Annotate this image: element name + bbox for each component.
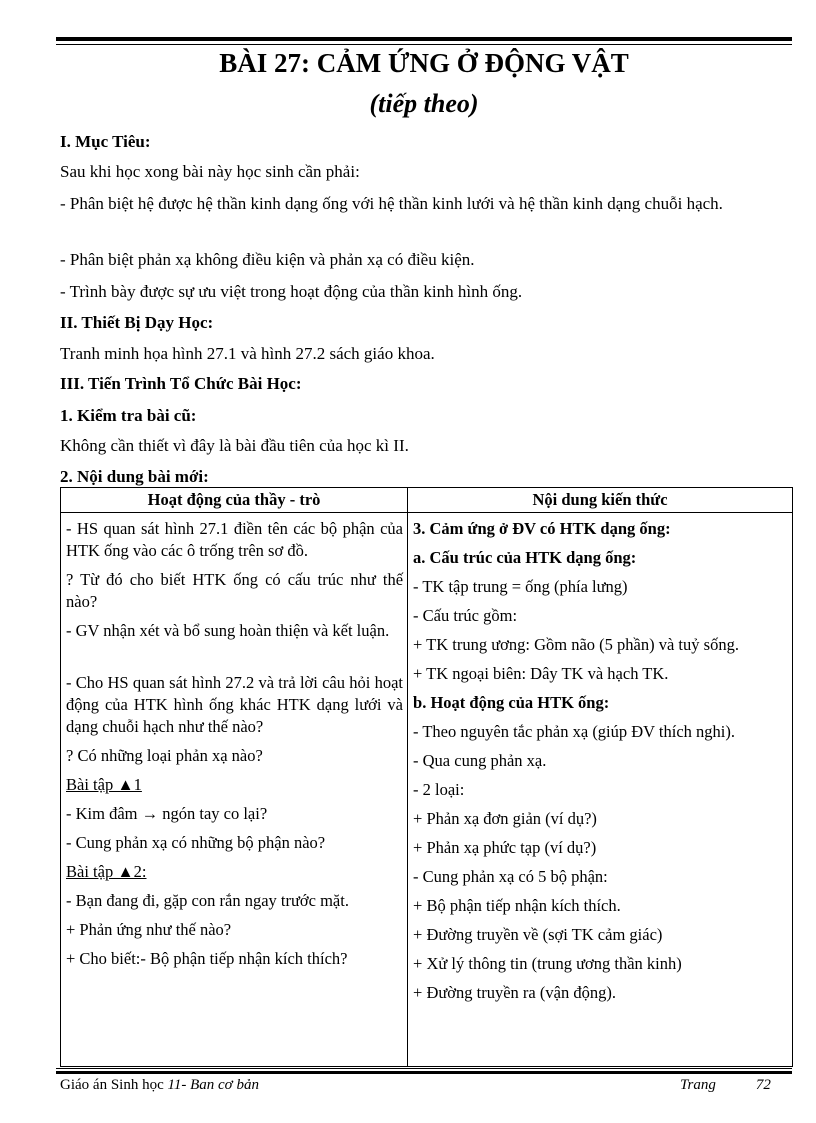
section-2-heading: II. Thiết Bị Dạy Học: [60, 313, 214, 332]
footer-prefix: Giáo án Sinh học [60, 1077, 168, 1093]
footer-edition: 11- Ban cơ bản [167, 1077, 259, 1093]
exercise-1-label: Bài tập ▲1 [66, 775, 142, 794]
page-subtitle: (tiếp theo) [369, 89, 479, 118]
table-header: Hoạt động của thầy - trò [61, 488, 408, 513]
activity-line: - Kim đâm → ngón tay co lại? [66, 804, 268, 823]
table-header: Nội dung kiến thức [408, 488, 793, 513]
content-heading: a. Cấu trúc của HTK dạng ống: [413, 548, 637, 567]
activity-line: ? Từ đó cho biết HTK ống có cấu trúc như thế nào? [66, 570, 404, 611]
top-rule [56, 37, 792, 41]
activity-line: - GV nhận xét và bổ sung hoàn thiện và kết luận. [66, 621, 390, 640]
objective-item: - Trình bày được sự ưu việt trong hoạt động của thần kinh hình ống. [60, 282, 523, 301]
content-line: + TK trung ương: Gồm não (5 phần) và tuỷ sống. [413, 635, 739, 654]
exercise-2-label: Bài tập ▲2: [66, 862, 147, 881]
content-line: - Theo nguyên tắc phản xạ (giúp ĐV thích nghi). [413, 722, 735, 741]
content-line: - 2 loại: [413, 780, 465, 799]
content-line: + Bộ phận tiếp nhận kích thích. [413, 896, 621, 915]
bottom-rule [56, 1071, 792, 1074]
activity-line: - Cho HS quan sát hình 27.2 và trả lời câu hỏi hoạt động của HTK hình ống khác HTK dạng lưới và dạng chuỗi hạch như thế nào? [66, 673, 404, 736]
content-line: - Qua cung phản xạ. [413, 751, 547, 770]
objective-item: - Phân biệt phản xạ không điều kiện và phản xạ có điều kiện. [60, 250, 475, 269]
lesson-table [60, 487, 793, 1067]
activity-line: - HS quan sát hình 27.1 điền tên các bộ phận của HTK ống vào các ô trống trên sơ đồ. [66, 519, 404, 560]
objective-item: - Phân biệt hệ được hệ thần kinh dạng ống với hệ thần kinh lưới và hệ thần kinh dạng chuỗi hạch. [60, 194, 723, 213]
section-1-intro: Sau khi học xong bài này học sinh cần phải: [60, 162, 360, 181]
content-heading: 3. Cảm ứng ở ĐV có HTK dạng ống: [413, 519, 671, 538]
content-line: + Phản xạ đơn giản (ví dụ?) [413, 809, 597, 828]
teacher-student-activities [61, 513, 408, 1067]
content-line: + Phản xạ phức tạp (ví dụ?) [413, 838, 597, 857]
content-heading: b. Hoạt động của HTK ống: [413, 693, 610, 712]
content-line: + Đường truyền về (sợi TK cảm giác) [413, 925, 663, 944]
content-line: + Xử lý thông tin (trung ương thần kinh) [413, 954, 682, 973]
section-2-text: Tranh minh họa hình 27.1 và hình 27.2 sách giáo khoa. [60, 344, 435, 363]
subsection-1-text: Không cần thiết vì đây là bài đầu tiên của học kì II. [60, 436, 409, 455]
table-row [61, 513, 793, 1067]
content-line: + TK ngoại biên: Dây TK và hạch TK. [413, 664, 669, 683]
table-header-row [61, 488, 793, 513]
footer-page-indicator [680, 1075, 771, 1095]
page-number: 72 [755, 1077, 771, 1093]
section-1-heading: I. Mục Tiêu: [60, 132, 151, 151]
knowledge-content [408, 513, 793, 1067]
activity-line: + Cho biết:- Bộ phận tiếp nhận kích thích? [66, 949, 348, 968]
subsection-1-heading: 1. Kiểm tra bài cũ: [60, 406, 197, 425]
subsection-2-heading: 2. Nội dung bài mới: [60, 467, 209, 486]
content-line: - Cung phản xạ có 5 bộ phận: [413, 867, 608, 886]
footer-course-label [60, 1075, 259, 1095]
page-title: BÀI 27: CẢM ỨNG Ở ĐỘNG VẬT [219, 48, 629, 78]
activity-line: ? Có những loại phản xạ nào? [66, 746, 263, 765]
section-3-heading: III. Tiến Trình Tổ Chức Bài Học: [60, 374, 302, 393]
content-line: - TK tập trung = ống (phía lưng) [413, 577, 628, 596]
page-label: Trang [680, 1077, 716, 1093]
bottom-rule-thin [56, 1068, 792, 1069]
activity-line: + Phản ứng như thế nào? [66, 920, 232, 939]
activity-line: - Bạn đang đi, gặp con rắn ngay trước mặt. [66, 891, 349, 910]
activity-line: - Cung phản xạ có những bộ phận nào? [66, 833, 326, 852]
content-line: - Cấu trúc gồm: [413, 606, 518, 625]
content-line: + Đường truyền ra (vận động). [413, 983, 616, 1002]
